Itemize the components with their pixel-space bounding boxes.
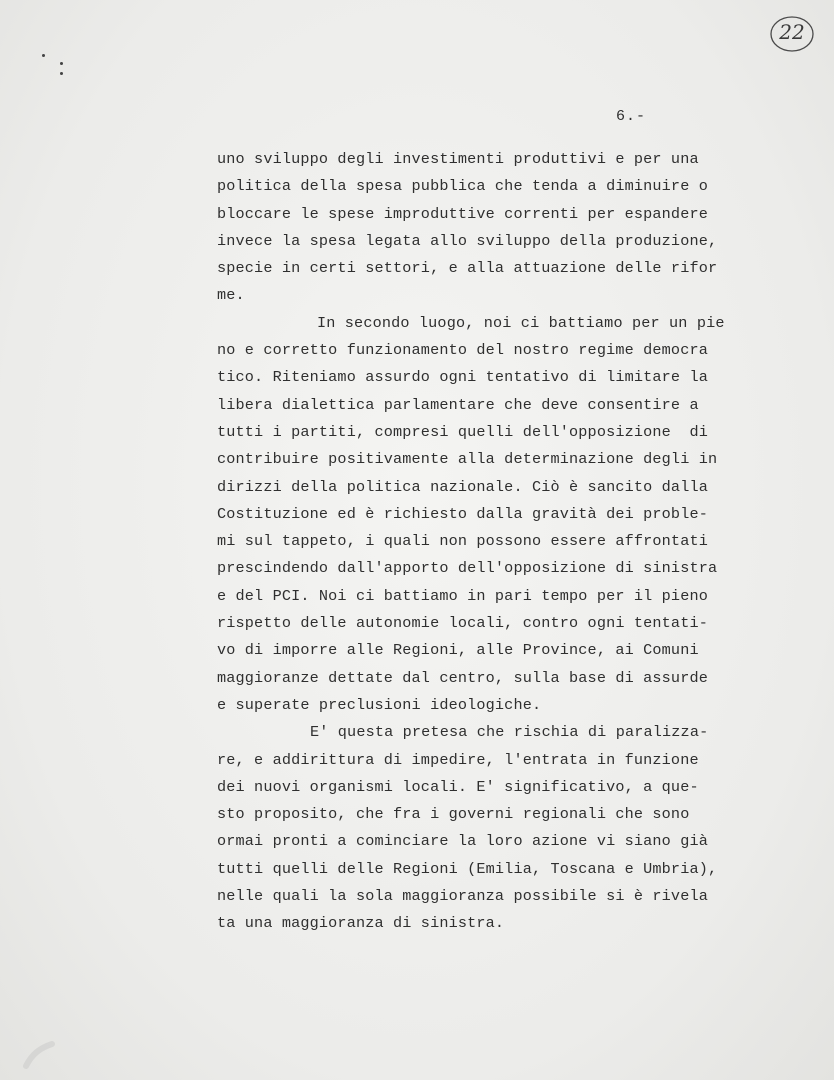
text-line: nelle quali la sola maggioranza possibile si è rivela [217,887,708,906]
paragraph-start-line: E' questa pretesa che rischia di paralizza- [310,723,709,742]
text-line: politica della spesa pubblica che tenda a diminuire o [217,177,708,196]
paper-smudge-icon [22,1040,62,1070]
text-line: prescindendo dall'apporto dell'opposizione di sinistra [217,559,718,578]
text-line: uno sviluppo degli investimenti produttivi e per una [217,150,699,168]
typewritten-text [217,146,757,938]
page-number: 6.- [616,108,647,125]
text-line: dei nuovi organismi locali. E' significativo, a que- [217,777,699,796]
text-line: Costituzione ed è richiesto dalla gravità dei proble- [217,504,708,523]
text-line: me. [217,286,245,305]
text-line: contribuire positivamente alla determinazione degli in [217,450,718,469]
text-line: rispetto delle autonomie locali, contro ogni tentati- [217,614,708,633]
text-line: tutti quelli delle Regioni (Emilia, Toscana e Umbria), [217,859,718,878]
text-line: mi sul tappeto, i quali non possono essere affrontati [217,532,708,551]
text-line: ormai pronti a cominciare la loro azione vi siano già [217,832,708,851]
text-line: vo di imporre alle Regioni, alle Province, ai Comuni [217,641,699,660]
margin-dots [40,50,70,80]
text-line: e del PCI. Noi ci battiamo in pari tempo per il pieno [217,586,708,605]
paragraph-start-line: In secondo luogo, noi ci battiamo per un pie [317,313,725,332]
text-line: invece la spesa legata allo sviluppo della produzione, [217,231,718,250]
text-line: dirizzi della politica nazionale. Ciò è sancito dalla [217,477,708,496]
text-line: ta una maggioranza di sinistra. [217,914,505,933]
text-line: no e corretto funzionamento del nostro regime democra [217,341,708,360]
text-line: libera dialettica parlamentare che deve consentire a [217,395,699,414]
text-line: tutti i partiti, compresi quelli dell'opposizione di [217,422,708,441]
text-line: maggioranze dettate dal centro, sulla base di assurde [217,668,708,687]
text-line: tico. Riteniamo assurdo ogni tentativo di limitare la [217,368,708,387]
text-line: bloccare le spese improduttive correnti per espandere [217,204,708,223]
archive-number-text: 22 [779,20,805,44]
archive-page-number [768,14,816,54]
text-line: sto proposito, che fra i governi regionali che sono [217,805,690,824]
text-line: re, e addirittura di impedire, l'entrata in funzione [217,750,699,769]
text-line: e superate preclusioni ideologiche. [217,695,542,714]
text-line: specie in certi settori, e alla attuazione delle rifor [217,259,718,278]
